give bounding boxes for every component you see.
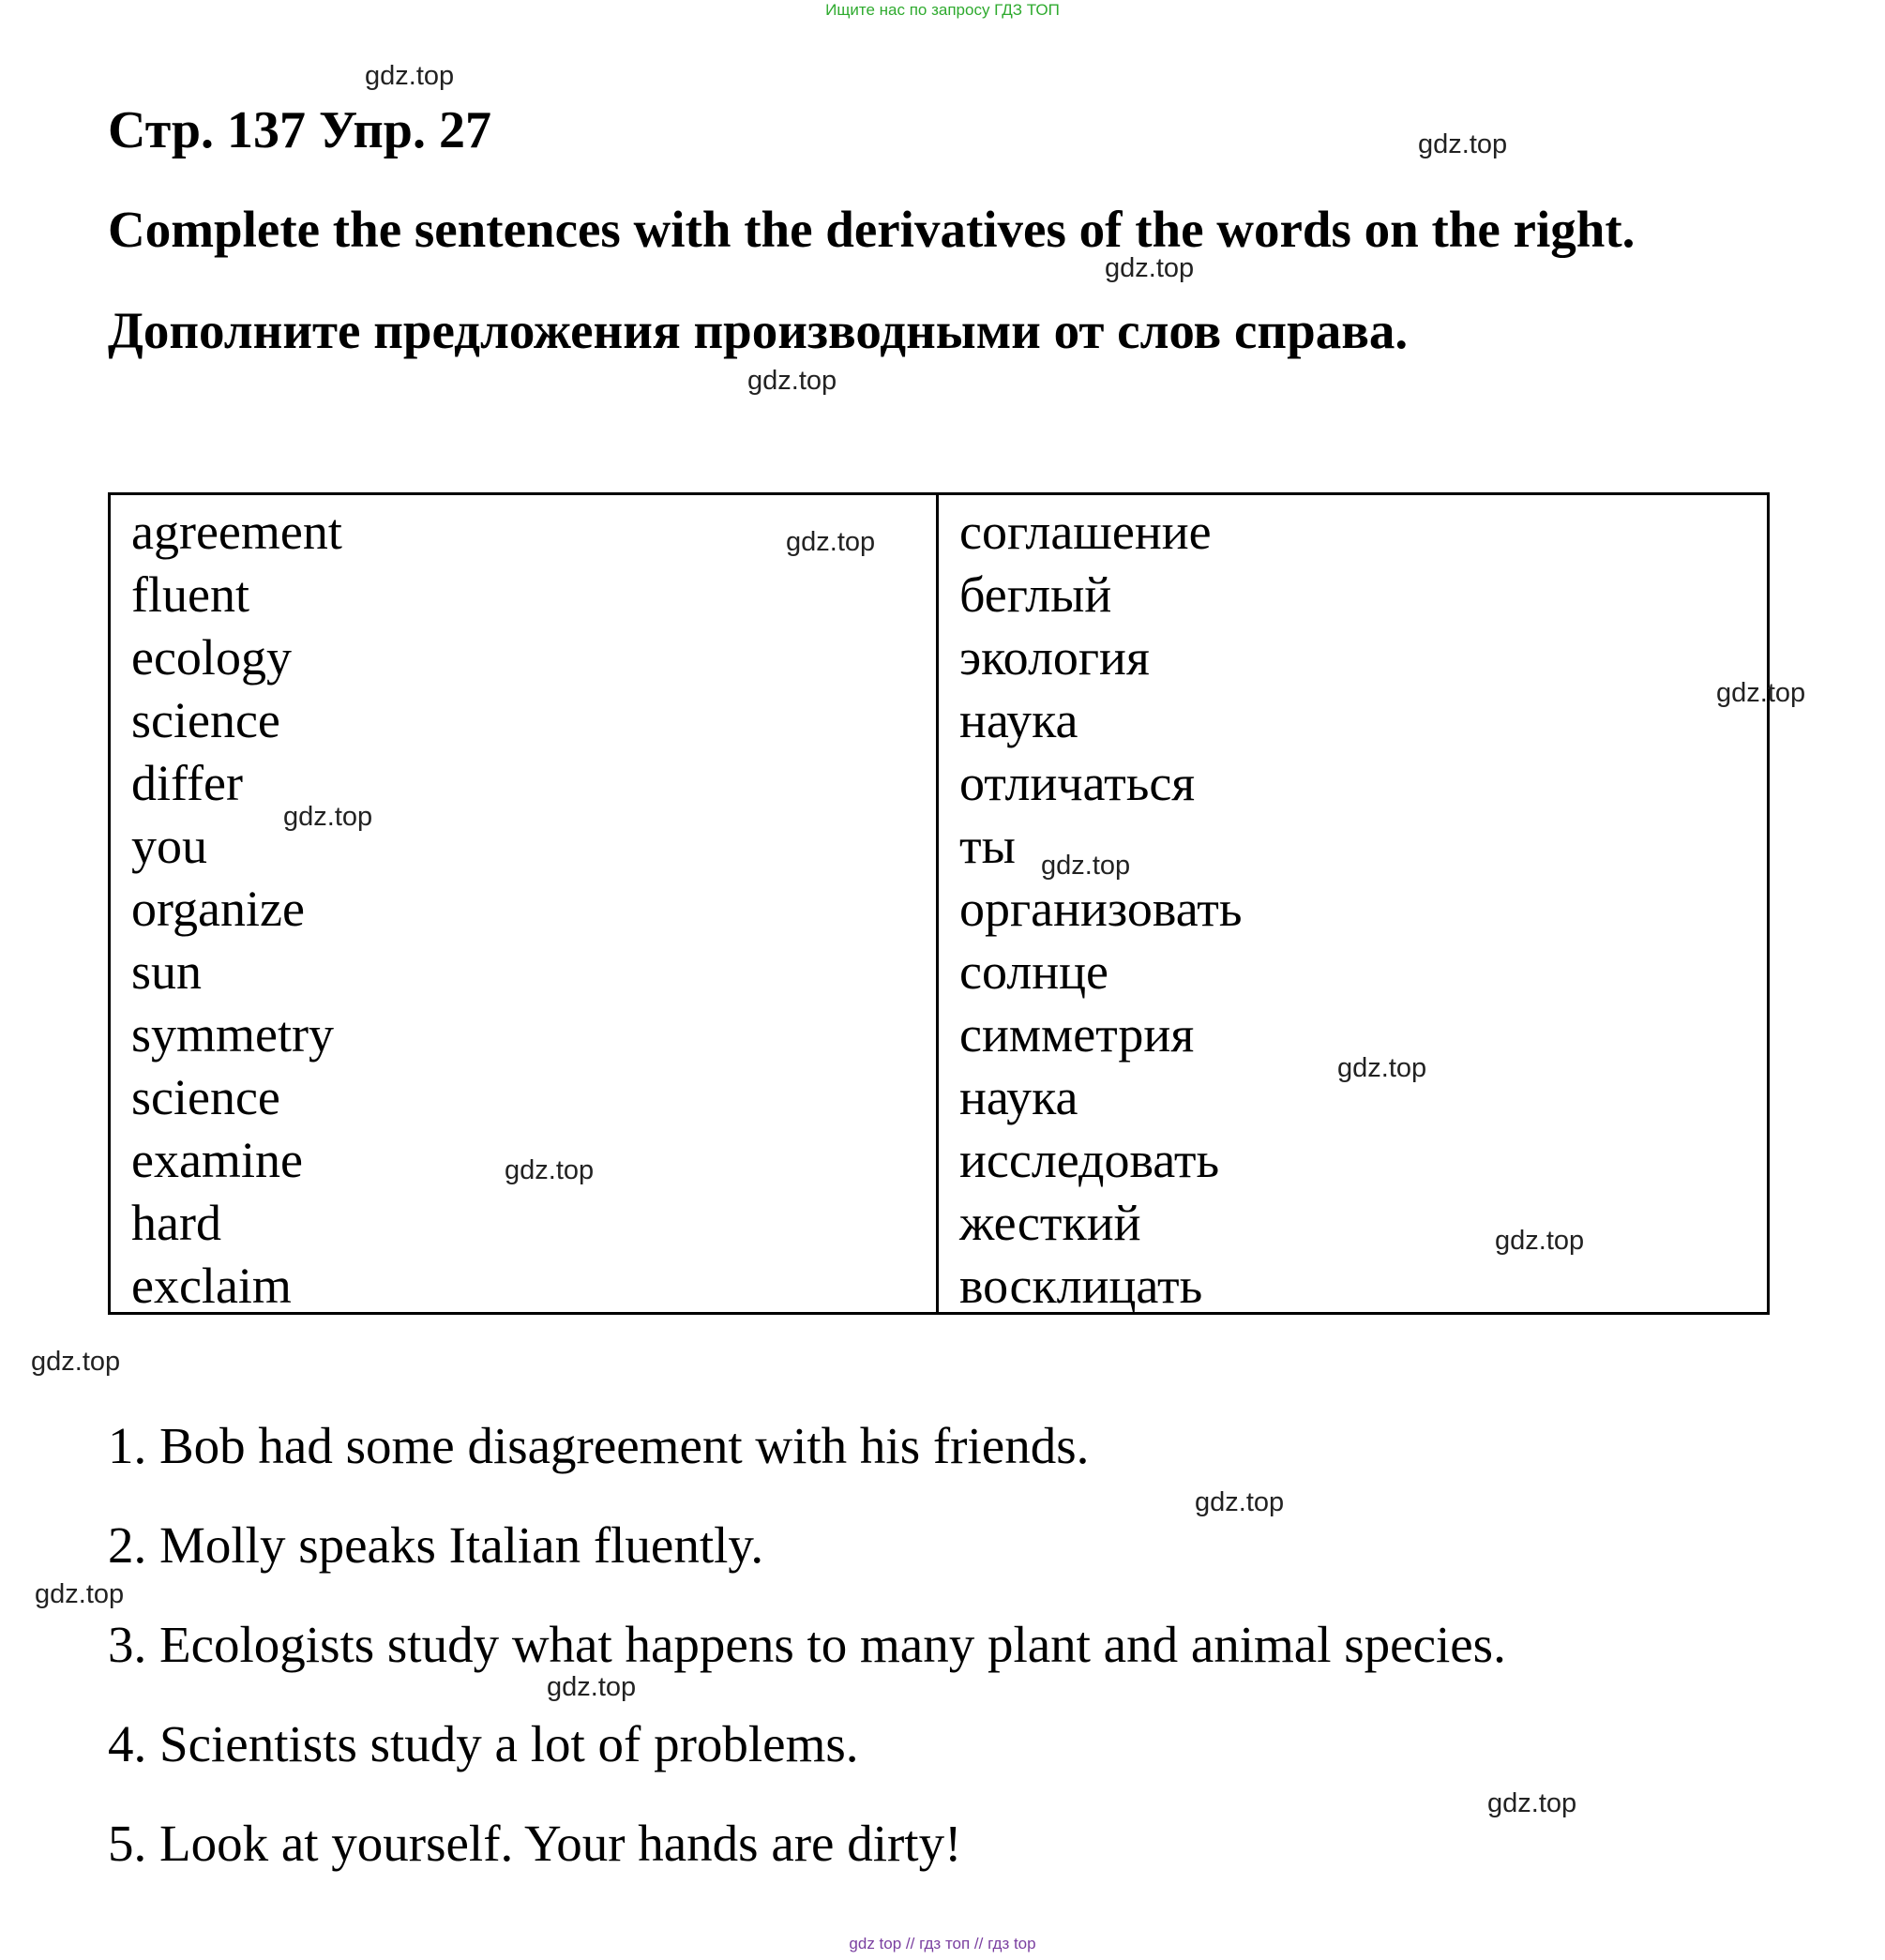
word-ru: ты xyxy=(959,818,1016,874)
watermark: gdz.top xyxy=(1495,1226,1585,1256)
word-en: sun xyxy=(131,943,203,1000)
word-en: science xyxy=(131,1069,280,1125)
watermark: gdz.top xyxy=(1716,678,1806,708)
word-ru: симметрия xyxy=(959,1006,1195,1063)
word-en: agreement xyxy=(131,504,342,560)
watermark: gdz.top xyxy=(1105,253,1195,283)
word-table xyxy=(108,492,1770,1315)
watermark: gdz.top xyxy=(365,61,455,91)
word-en: differ xyxy=(131,755,243,811)
word-ru: соглашение xyxy=(959,504,1212,560)
watermark: gdz.top xyxy=(786,527,876,557)
answer-sentence: 3. Ecologists study what happens to many plant and animal species. xyxy=(108,1616,1506,1673)
word-en: hard xyxy=(131,1195,221,1251)
answer-sentence: 4. Scientists study a lot of problems. xyxy=(108,1715,859,1772)
watermark: gdz.top xyxy=(1041,851,1131,881)
footer: gdz top // гдз топ // гдз top xyxy=(849,1935,1036,1952)
watermark: gdz.top xyxy=(1418,129,1508,159)
watermark: gdz.top xyxy=(31,1347,121,1377)
instruction-russian: Дополните предложения производными от слов справа. xyxy=(108,302,1409,359)
word-en: examine xyxy=(131,1132,303,1188)
word-en: ecology xyxy=(131,629,292,686)
instruction-english: Complete the sentences with the derivatives of the words on the right. xyxy=(108,201,1636,258)
word-ru: восклицать xyxy=(959,1258,1203,1314)
word-ru: исследовать xyxy=(959,1132,1220,1188)
page-title: Стр. 137 Упр. 27 xyxy=(108,101,491,159)
word-ru: организовать xyxy=(959,881,1243,937)
watermark: gdz.top xyxy=(35,1579,125,1609)
watermark: gdz.top xyxy=(283,802,373,832)
answers-list xyxy=(108,1416,1506,1913)
word-en: you xyxy=(131,818,207,874)
word-en: organize xyxy=(131,881,305,937)
word-en: symmetry xyxy=(131,1006,334,1063)
word-ru: беглый xyxy=(959,566,1112,623)
english-words-column xyxy=(111,495,939,1312)
watermark: gdz.top xyxy=(547,1672,637,1702)
top-banner: Ищите нас по запросу ГДЗ ТОП xyxy=(825,1,1060,19)
word-ru: наука xyxy=(959,692,1078,748)
word-ru: отличаться xyxy=(959,755,1196,811)
watermark: gdz.top xyxy=(1487,1788,1577,1818)
answer-sentence: 1. Bob had some disagreement with his friends. xyxy=(108,1417,1090,1474)
word-ru: солнце xyxy=(959,943,1108,1000)
watermark: gdz.top xyxy=(1337,1053,1427,1083)
word-en: fluent xyxy=(131,566,249,623)
answer-sentence: 2. Molly speaks Italian fluently. xyxy=(108,1516,764,1574)
answer-sentence: 5. Look at yourself. Your hands are dirty! xyxy=(108,1815,962,1872)
russian-words-column xyxy=(939,495,1767,1312)
watermark: gdz.top xyxy=(505,1155,595,1185)
word-en: science xyxy=(131,692,280,748)
watermark: gdz.top xyxy=(747,366,837,396)
word-en: exclaim xyxy=(131,1258,292,1314)
word-ru: экология xyxy=(959,629,1150,686)
watermark: gdz.top xyxy=(1195,1487,1285,1517)
word-ru: наука xyxy=(959,1069,1078,1125)
word-ru: жесткий xyxy=(959,1195,1141,1251)
